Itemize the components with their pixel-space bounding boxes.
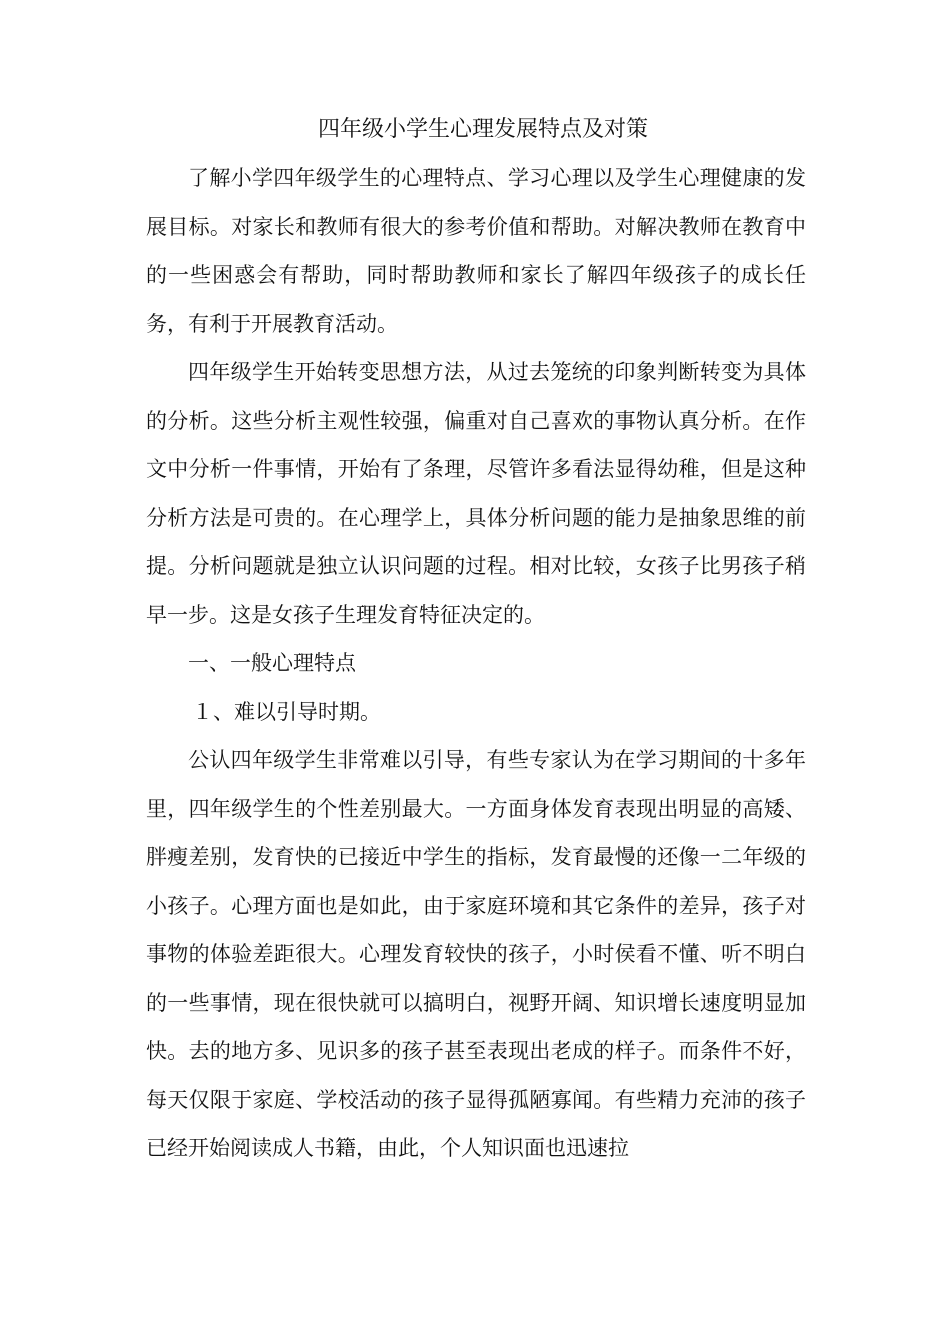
document-body: [146, 112, 806, 1173]
subsection-heading: １、难以引导时期。: [192, 699, 381, 724]
analysis-paragraph: 四年级学生开始转变思想方法，从过去笼统的印象判断转变为具体的分析。这些分析主观性较强，偏重对自己喜欢的事物认真分析。在作文中分析一件事情，开始有了条理，尽管许多看法显得幼稚，但是这种分析方法是可贵的。在心理学上，具体分析问题的能力是抽象思维的前提。分析问题就是独立认识问题的过程。相对比较，女孩子比男孩子稍早一步。这是女孩子生理发育特征决定的。: [146, 360, 806, 627]
body-paragraph: 公认四年级学生非常难以引导，有些专家认为在学习期间的十多年里，四年级学生的个性差别最大。一方面身体发育表现出明显的高矮、胖瘦差别，发育快的已接近中学生的指标，发育最慢的还像一二年级的小孩子。心理方面也是如此，由于家庭环境和其它条件的差异，孩子对事物的体验差距很大。心理发育较快的孩子，小时侯看不懂、听不明白的一些事情，现在很快就可以搞明白，视野开阔、知识增长速度明显加快。去的地方多、见识多的孩子甚至表现出老成的样子。而条件不好，每天仅限于家庭、学校活动的孩子显得孤陋寡闻。有些精力充沛的孩子已经开始阅读成人书籍，由此，个人知识面也迅速拉: [146, 748, 806, 1160]
intro-paragraph: 了解小学四年级学生的心理特点、学习心理以及学生心理健康的发展目标。对家长和教师有很大的参考价值和帮助。对解决教师在教育中的一些困惑会有帮助，同时帮助教师和家长了解四年级孩子的成长任务，有利于开展教育活动。: [146, 166, 806, 336]
section-heading: 一、一般心理特点: [188, 651, 356, 675]
document-title: 四年级小学生心理发展特点及对策: [317, 117, 648, 142]
